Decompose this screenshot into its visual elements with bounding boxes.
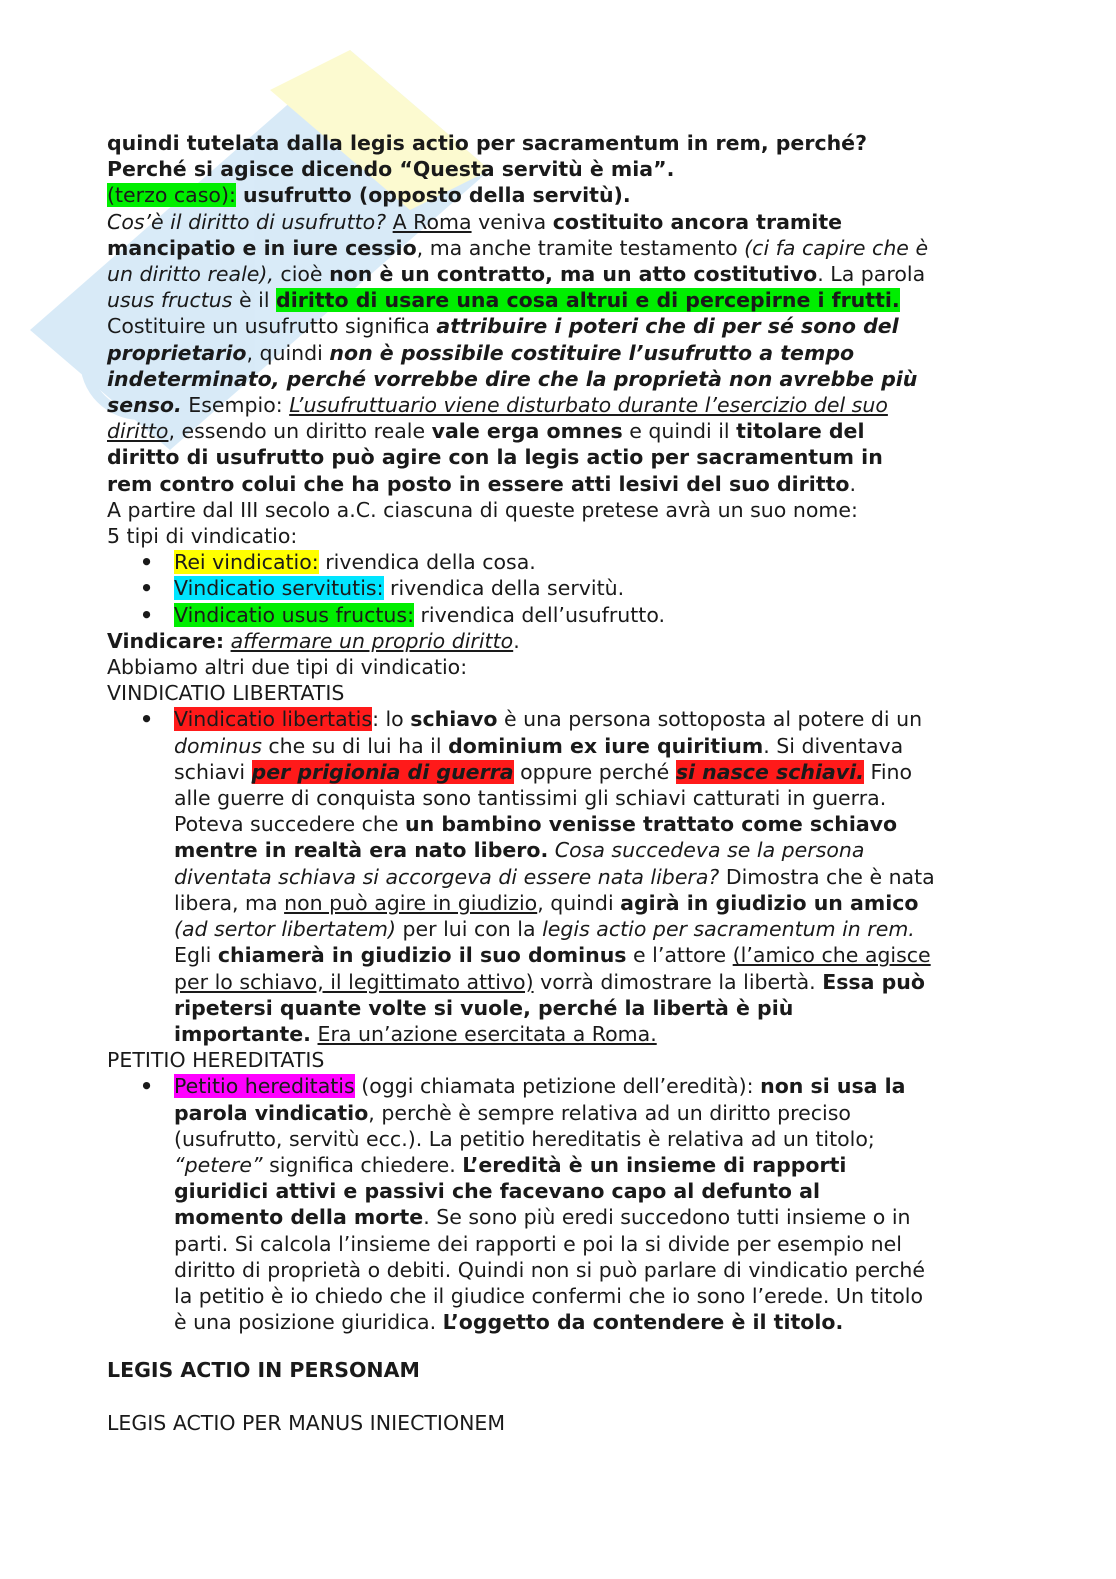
text-run: affermare un proprio diritto: [230, 628, 514, 653]
text-run: , quindi: [537, 890, 621, 915]
text-run: per prigionia di guerra: [251, 759, 514, 784]
section-heading-libertatis: VINDICATIO LIBERTATIS: [107, 681, 345, 706]
text-run: mentre in realtà era nato libero.: [174, 838, 549, 863]
text-run: , essendo un diritto reale: [168, 419, 432, 444]
paragraph-line: 5 tipi di vindicatio:: [107, 524, 298, 549]
text-line: [174, 706, 1007, 732]
text-run: dominium ex iure quiritium: [448, 733, 764, 758]
text-run: . Si diventava: [763, 733, 904, 758]
text-line: [174, 942, 1007, 968]
text-run: titolare del: [736, 419, 865, 444]
text-run: cioè: [273, 262, 330, 287]
vindicatio-list: [107, 549, 1007, 628]
text-run: , perchè è sempre relativa ad un diritto preciso: [368, 1100, 851, 1125]
hereditatis-list: [107, 1073, 1007, 1335]
text-line: [174, 1126, 1007, 1152]
text-run: L’oggetto da contendere è il titolo.: [442, 1310, 844, 1335]
text-line: [174, 1283, 1007, 1309]
text-line: [174, 759, 1007, 785]
text-run: si nasce schiavi.: [675, 759, 864, 784]
paragraph-line: A partire dal III secolo a.C. ciascuna di queste pretese avrà un suo nome:: [107, 497, 858, 522]
text-run: diventata schiava si accorgeva di essere nata libera?: [174, 864, 720, 889]
list-item: [107, 602, 1007, 628]
text-run: Vindicatio libertatis: [174, 707, 373, 732]
text-line: [174, 1073, 1007, 1099]
text-run: L’eredità è un insieme di rapporti: [462, 1152, 847, 1177]
text-run: agirà in giudizio un amico: [620, 890, 919, 915]
text-run: (usufrutto, servitù ecc.). La petitio hereditatis è relativa ad un titolo;: [174, 1126, 875, 1151]
text-run: Fino: [864, 759, 913, 784]
usufrutto-heading: [107, 182, 1007, 208]
text-run: Vindicare:: [107, 628, 225, 653]
text-run: diritto: [107, 419, 169, 444]
text-run: (oggi chiamata petizione dell’eredità):: [354, 1074, 761, 1099]
text-run: è una posizione giuridica.: [174, 1310, 443, 1335]
list-item: [107, 706, 1007, 1047]
text-run: è il: [232, 288, 277, 313]
text-run: oppure perché: [513, 759, 676, 784]
text-run: : lo: [372, 707, 411, 732]
text-run: vorrà dimostrare la libertà.: [533, 969, 823, 994]
text-run: Essa può: [822, 969, 925, 994]
text-run: indeterminato, perché vorrebbe dire che la proprietà non avrebbe più: [107, 366, 918, 391]
list-item: [107, 549, 1007, 575]
text-run: Esempio:: [181, 393, 290, 418]
text-line: [174, 890, 1007, 916]
text-run: Vindicatio servitutis:: [174, 576, 384, 601]
text-line: [174, 837, 1007, 863]
text-run: usus fructus: [107, 288, 233, 313]
text-run: rivendica dell’usufrutto.: [413, 602, 666, 627]
text-line: [107, 366, 1007, 392]
paragraph-line: Abbiamo altri due tipi di vindicatio:: [107, 655, 468, 680]
text-run: la petitio è io chiedo che il giudice confermi che io sono l’erede. Un titolo: [174, 1283, 924, 1308]
list-item: [107, 1073, 1007, 1335]
text-run: per lui con la: [396, 917, 543, 942]
text-run: diritto di usufrutto può agire con la legis actio per sacramentum in: [107, 445, 883, 470]
text-run: “petere”: [174, 1152, 263, 1177]
text-line: [174, 733, 1007, 759]
text-line: [174, 1178, 1007, 1204]
text-run: parti. Si calcola l’insieme dei rapporti e poi la si divide per esempio nel: [174, 1231, 902, 1256]
text-line: [174, 1231, 1007, 1257]
highlight-definition: diritto di usare una cosa altrui e di percepirne i frutti.: [276, 288, 900, 313]
text-line: [174, 1152, 1007, 1178]
text-run: dominus: [174, 733, 262, 758]
section-heading-hereditatis: PETITIO HEREDITATIS: [107, 1048, 325, 1073]
text-run: parola vindicatio: [174, 1100, 369, 1125]
text-run: Era un’azione esercitata a Roma.: [317, 1021, 657, 1046]
text-run: e l’attore: [626, 943, 733, 968]
text-line: [107, 392, 1007, 418]
text-run: diritto di proprietà o debiti. Quindi non si può parlare di vindicatio perché: [174, 1257, 926, 1282]
text-line: [107, 261, 1007, 287]
text-run: proprietario: [107, 340, 247, 365]
section-heading-manus: LEGIS ACTIO PER MANUS INIECTIONEM: [107, 1410, 506, 1435]
text-run: alle guerre di conquista sono tantissimi gli schiavi catturati in guerra.: [174, 786, 887, 811]
text-run: non si usa la: [760, 1074, 906, 1099]
text-line: [107, 444, 1007, 470]
paragraph-line: quindi tutelata dalla legis actio per sacramentum in rem, perché?: [107, 131, 867, 155]
text-line: [174, 995, 1007, 1021]
text-run: mancipatio e in iure cessio: [107, 235, 417, 260]
text-run: legis actio per sacramentum in rem.: [542, 917, 915, 942]
document-page: [107, 130, 1007, 1436]
text-run: libera, ma: [174, 890, 285, 915]
usufrutto-paragraph: [107, 209, 1007, 497]
text-run: momento della morte: [174, 1205, 424, 1230]
text-line: [174, 811, 1007, 837]
vindicare-definition: [107, 628, 1007, 654]
text-run: rivendica della cosa.: [318, 550, 536, 575]
text-line: [174, 916, 1007, 942]
text-run: un diritto reale),: [107, 262, 274, 287]
text-line: [107, 209, 1007, 235]
text-line: [174, 864, 1007, 890]
text-run: . Se sono più eredi succedono tutti insieme o in: [423, 1205, 911, 1230]
text-run: Cosa succedeva se la persona: [554, 838, 865, 863]
text-line: [174, 969, 1007, 995]
text-run: Egli: [174, 943, 218, 968]
text-run: significa chiedere.: [262, 1152, 463, 1177]
text-run: , ma anche tramite testamento: [416, 235, 745, 260]
text-run: senso.: [107, 393, 182, 418]
text-run: Poteva succedere che: [174, 812, 405, 837]
text-run: . La parola: [817, 262, 926, 287]
text-run: (l’amico che agisce: [732, 943, 931, 968]
text-line: [174, 1100, 1007, 1126]
text-run: Rei vindicatio:: [174, 550, 319, 575]
text-run: rem contro colui che ha posto in essere atti lesivi del suo diritto: [107, 471, 850, 496]
text-line: [107, 471, 1007, 497]
text-run: vale erga omnes: [431, 419, 623, 444]
text-run: L’usufruttuario viene disturbato durante l’esercizio del suo: [289, 393, 888, 418]
text-line: [107, 235, 1007, 261]
text-run: (ci fa capire che è: [744, 235, 929, 260]
text-run: (ad sertor libertatem): [174, 917, 396, 942]
text-run: importante.: [174, 1021, 311, 1046]
text-line: [107, 313, 1007, 339]
text-run: costituito ancora tramite: [552, 209, 843, 234]
text-run: ripetersi quante volte si vuole, perché la libertà è più: [174, 995, 794, 1020]
text-run: attribuire i poteri che di per sé sono del: [436, 314, 899, 339]
text-run: , quindi: [246, 340, 330, 365]
text-run: A Roma: [392, 209, 472, 234]
text-run: un bambino venisse trattato come schiavo: [405, 812, 898, 837]
text-run: veniva: [471, 209, 553, 234]
text-line: [107, 418, 1007, 444]
text-run: non è possibile costituire l’usufrutto a tempo: [329, 340, 855, 365]
text-run: Dimostra che è nata: [719, 864, 935, 889]
paragraph-line: Perché si agisce dicendo “Questa servitù è mia”.: [107, 157, 675, 182]
highlight-label: (terzo caso):: [107, 183, 236, 208]
libertatis-list: [107, 706, 1007, 1047]
text-line: [174, 1204, 1007, 1230]
text-run: Costituire un usufrutto significa: [107, 314, 437, 339]
text-line: [174, 1021, 1007, 1047]
text-run: giuridici attivi e passivi che facevano capo al defunto al: [174, 1179, 820, 1204]
list-item: [107, 575, 1007, 601]
text-line: [174, 1257, 1007, 1283]
text-run: e quindi il: [622, 419, 737, 444]
usufrutto-title: usufrutto (opposto della servitù).: [235, 183, 631, 208]
text-run: non può agire in giudizio: [284, 890, 538, 915]
text-run: Vindicatio usus fructus:: [174, 602, 414, 627]
text-run: che su di lui ha il: [261, 733, 449, 758]
text-run: è una persona sottoposta al potere di un: [497, 707, 923, 732]
text-run: per lo schiavo, il legittimato attivo): [174, 969, 534, 994]
text-line: [107, 340, 1007, 366]
text-run: .: [513, 628, 520, 653]
text-line: [174, 1309, 1007, 1335]
text-run: chiamerà in giudizio il suo dominus: [217, 943, 627, 968]
text-run: Petitio hereditatis: [174, 1074, 355, 1099]
text-line: [174, 785, 1007, 811]
text-line: [107, 287, 1007, 313]
text-run: rivendica della servitù.: [383, 576, 625, 601]
text-run: non è un contratto, ma un atto costitutivo: [329, 262, 818, 287]
text-run: .: [849, 471, 857, 496]
text-run: Cos’è il diritto di usufrutto?: [107, 209, 387, 234]
text-run: schiavo: [410, 707, 498, 732]
text-run: schiavi: [174, 759, 252, 784]
section-heading-personam: LEGIS ACTIO IN PERSONAM: [107, 1358, 420, 1383]
